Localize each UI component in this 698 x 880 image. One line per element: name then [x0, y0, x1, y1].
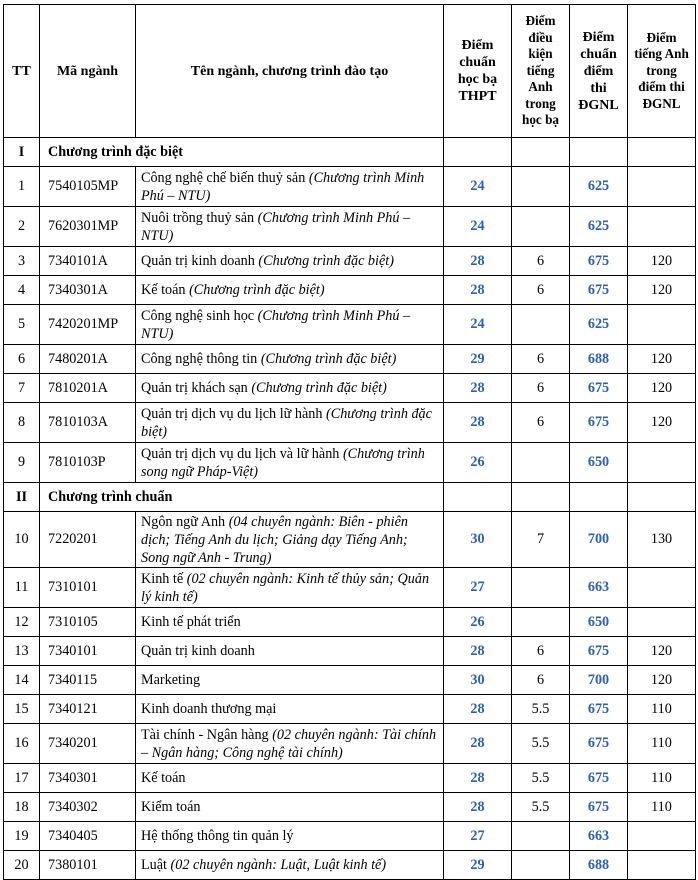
- empty-cell: [628, 483, 696, 512]
- program-note: (Chương trình đặc biệt): [141, 405, 432, 440]
- dgnl-score: 650: [570, 608, 628, 637]
- program-note: (Chương trình Minh Phú – NTU): [141, 307, 411, 342]
- program-name: Công nghệ thông tin: [141, 351, 261, 367]
- program-name-cell: [136, 207, 444, 247]
- thpt-score: 29: [444, 851, 512, 880]
- thpt-score: 28: [444, 247, 512, 276]
- program-name-cell: [136, 666, 444, 695]
- header-code: Mã ngành: [40, 5, 136, 138]
- section-row: [4, 138, 696, 167]
- row-number: 10: [4, 512, 40, 568]
- empty-cell: [512, 138, 570, 167]
- section-number: II: [4, 483, 40, 512]
- table-row: [4, 276, 696, 305]
- english-requirement: 5.5: [512, 793, 570, 822]
- table-row: [4, 764, 696, 793]
- major-code: 7340101: [40, 637, 136, 666]
- thpt-score: 28: [444, 276, 512, 305]
- row-number: 6: [4, 345, 40, 374]
- english-requirement: [512, 568, 570, 608]
- table-row: [4, 374, 696, 403]
- english-dgnl-score: 110: [628, 764, 696, 793]
- program-name: Quản trị dịch vụ du lịch và lữ hành: [141, 445, 343, 462]
- program-name-cell: [136, 403, 444, 443]
- header-dgnl: Điểm chuẩn điểm thi ĐGNL: [570, 5, 628, 138]
- major-code: 7340115: [40, 666, 136, 695]
- english-requirement: [512, 305, 570, 345]
- row-number: 8: [4, 403, 40, 443]
- program-name-cell: [136, 345, 444, 374]
- thpt-score: 28: [444, 724, 512, 764]
- program-name: Ngôn ngữ Anh: [141, 513, 229, 530]
- thpt-score: 27: [444, 822, 512, 851]
- major-code: 7340121: [40, 695, 136, 724]
- english-requirement: [512, 207, 570, 247]
- header-english-requirement: Điểm điều kiện tiếng Anh trong học bạ: [512, 5, 570, 138]
- empty-cell: [512, 483, 570, 512]
- major-code: 7810103A: [40, 403, 136, 443]
- table-row: [4, 666, 696, 695]
- dgnl-score: 663: [570, 822, 628, 851]
- table-row: [4, 247, 696, 276]
- program-name-cell: [136, 374, 444, 403]
- thpt-score: 27: [444, 568, 512, 608]
- thpt-score: 28: [444, 403, 512, 443]
- english-requirement: 6: [512, 666, 570, 695]
- english-requirement: 6: [512, 345, 570, 374]
- english-dgnl-score: [628, 207, 696, 247]
- empty-cell: [444, 138, 512, 167]
- table-row: [4, 167, 696, 207]
- major-code: 7220201: [40, 512, 136, 568]
- program-note: (02 chuyên ngành: Kinh tế thủy sản; Quản lý kinh tế): [141, 570, 430, 605]
- major-code: 7540105MP: [40, 167, 136, 207]
- thpt-score: 24: [444, 207, 512, 247]
- row-number: 3: [4, 247, 40, 276]
- row-number: 4: [4, 276, 40, 305]
- program-note: (04 chuyên ngành: Biên - phiên dịch; Tiếng Anh du lịch; Giảng dạy Tiếng Anh; Song ngữ Anh - Trung): [141, 513, 408, 566]
- english-requirement: 5.5: [512, 695, 570, 724]
- thpt-score: 26: [444, 608, 512, 637]
- english-requirement: [512, 167, 570, 207]
- thpt-score: 28: [444, 695, 512, 724]
- thpt-score: 30: [444, 512, 512, 568]
- major-code: 7340301A: [40, 276, 136, 305]
- empty-cell: [628, 138, 696, 167]
- program-name: Luật: [141, 857, 171, 873]
- program-name-cell: [136, 512, 444, 568]
- program-name: Kinh tế phát triển: [141, 614, 241, 630]
- english-requirement: 6: [512, 276, 570, 305]
- table-row: [4, 443, 696, 483]
- program-name: Hệ thống thông tin quản lý: [141, 828, 294, 844]
- program-name: Quản trị kinh doanh: [141, 643, 255, 659]
- dgnl-score: 675: [570, 276, 628, 305]
- english-dgnl-score: 110: [628, 793, 696, 822]
- header-english-dgnl: Điểm tiếng Anh trong điểm thi ĐGNL: [628, 5, 696, 138]
- major-code: 7340301: [40, 764, 136, 793]
- thpt-score: 26: [444, 443, 512, 483]
- program-name-cell: [136, 443, 444, 483]
- dgnl-score: 688: [570, 851, 628, 880]
- english-requirement: 6: [512, 247, 570, 276]
- dgnl-score: 700: [570, 512, 628, 568]
- program-name-cell: [136, 608, 444, 637]
- row-number: 19: [4, 822, 40, 851]
- empty-cell: [444, 483, 512, 512]
- dgnl-score: 675: [570, 695, 628, 724]
- english-dgnl-score: [628, 167, 696, 207]
- row-number: 5: [4, 305, 40, 345]
- english-requirement: 6: [512, 374, 570, 403]
- table-row: [4, 568, 696, 608]
- program-name: Kế toán: [141, 770, 186, 786]
- major-code: 7310105: [40, 608, 136, 637]
- english-dgnl-score: [628, 568, 696, 608]
- row-number: 7: [4, 374, 40, 403]
- english-requirement: 5.5: [512, 724, 570, 764]
- header-tt: TT: [4, 5, 40, 138]
- english-dgnl-score: 120: [628, 637, 696, 666]
- dgnl-score: 625: [570, 167, 628, 207]
- english-requirement: 6: [512, 403, 570, 443]
- program-name-cell: [136, 764, 444, 793]
- program-name: Kế toán: [141, 282, 190, 298]
- major-code: 7810103P: [40, 443, 136, 483]
- dgnl-score: 650: [570, 443, 628, 483]
- table-row: [4, 637, 696, 666]
- program-name-cell: [136, 851, 444, 880]
- program-name: Quản trị kinh doanh: [141, 253, 259, 269]
- major-code: 7810201A: [40, 374, 136, 403]
- english-dgnl-score: 120: [628, 374, 696, 403]
- major-code: 7480201A: [40, 345, 136, 374]
- program-name-cell: [136, 305, 444, 345]
- dgnl-score: 675: [570, 247, 628, 276]
- major-code: 7340201: [40, 724, 136, 764]
- program-name: Kinh tế: [141, 570, 187, 587]
- thpt-score: 28: [444, 764, 512, 793]
- english-requirement: [512, 851, 570, 880]
- program-note: (02 chuyên ngành: Tài chính – Ngân hàng; Công nghệ tài chính): [141, 726, 437, 761]
- major-code: 7380101: [40, 851, 136, 880]
- dgnl-score: 675: [570, 637, 628, 666]
- dgnl-score: 688: [570, 345, 628, 374]
- table-body: [4, 138, 696, 880]
- table-row: [4, 724, 696, 764]
- program-name-cell: [136, 822, 444, 851]
- program-name-cell: [136, 167, 444, 207]
- table-row: [4, 345, 696, 374]
- row-number: 16: [4, 724, 40, 764]
- table-row: [4, 695, 696, 724]
- row-number: 15: [4, 695, 40, 724]
- english-dgnl-score: [628, 608, 696, 637]
- row-number: 18: [4, 793, 40, 822]
- program-name: Tài chính - Ngân hàng: [141, 726, 273, 743]
- dgnl-score: 675: [570, 724, 628, 764]
- program-name-cell: [136, 793, 444, 822]
- row-number: 9: [4, 443, 40, 483]
- program-note: (02 chuyên ngành: Luật, Luật kinh tế): [170, 857, 387, 873]
- english-requirement: [512, 822, 570, 851]
- program-note: (Chương trình đặc biệt): [258, 253, 394, 269]
- header-row: [4, 5, 696, 138]
- english-requirement: [512, 443, 570, 483]
- thpt-score: 30: [444, 666, 512, 695]
- english-dgnl-score: 120: [628, 666, 696, 695]
- english-requirement: 6: [512, 637, 570, 666]
- major-code: 7620301MP: [40, 207, 136, 247]
- english-dgnl-score: 110: [628, 695, 696, 724]
- program-name: Nuôi trồng thuỷ sản: [141, 209, 258, 226]
- english-dgnl-score: [628, 443, 696, 483]
- table-row: [4, 851, 696, 880]
- program-name: Marketing: [141, 672, 201, 688]
- english-dgnl-score: [628, 305, 696, 345]
- program-name-cell: [136, 568, 444, 608]
- thpt-score: 29: [444, 345, 512, 374]
- major-code: 7340302: [40, 793, 136, 822]
- dgnl-score: 625: [570, 207, 628, 247]
- section-title: Chương trình chuẩn: [40, 483, 444, 512]
- program-name: Kiểm toán: [141, 799, 201, 815]
- english-dgnl-score: 120: [628, 403, 696, 443]
- header-thpt: Điểm chuẩn học bạ THPT: [444, 5, 512, 138]
- row-number: 11: [4, 568, 40, 608]
- dgnl-score: 675: [570, 793, 628, 822]
- dgnl-score: 675: [570, 374, 628, 403]
- table-row: [4, 207, 696, 247]
- table-row: [4, 793, 696, 822]
- row-number: 13: [4, 637, 40, 666]
- program-note: (Chương trình song ngữ Pháp-Việt): [141, 445, 425, 480]
- english-dgnl-score: [628, 822, 696, 851]
- dgnl-score: 663: [570, 568, 628, 608]
- english-dgnl-score: 110: [628, 724, 696, 764]
- row-number: 17: [4, 764, 40, 793]
- thpt-score: 28: [444, 637, 512, 666]
- major-code: 7340405: [40, 822, 136, 851]
- program-name-cell: [136, 637, 444, 666]
- program-note: (Chương trình đặc biệt): [260, 351, 397, 367]
- program-name: Quản trị khách sạn: [141, 380, 252, 396]
- program-name-cell: [136, 276, 444, 305]
- row-number: 1: [4, 167, 40, 207]
- table-row: [4, 403, 696, 443]
- row-number: 20: [4, 851, 40, 880]
- major-code: 7340101A: [40, 247, 136, 276]
- dgnl-score: 675: [570, 764, 628, 793]
- english-dgnl-score: 130: [628, 512, 696, 568]
- program-name: Công nghệ sinh học: [141, 307, 258, 324]
- program-note: (Chương trình đặc biệt): [189, 282, 325, 298]
- section-number: I: [4, 138, 40, 167]
- english-dgnl-score: 120: [628, 345, 696, 374]
- program-name: Quản trị dịch vụ du lịch lữ hành: [141, 405, 326, 422]
- english-dgnl-score: 120: [628, 247, 696, 276]
- dgnl-score: 625: [570, 305, 628, 345]
- thpt-score: 28: [444, 793, 512, 822]
- program-name: Kinh doanh thương mại: [141, 701, 277, 717]
- english-requirement: 5.5: [512, 764, 570, 793]
- thpt-score: 24: [444, 167, 512, 207]
- table-row: [4, 822, 696, 851]
- english-dgnl-score: 120: [628, 276, 696, 305]
- section-row: [4, 483, 696, 512]
- english-requirement: [512, 608, 570, 637]
- program-name-cell: [136, 695, 444, 724]
- dgnl-score: 675: [570, 403, 628, 443]
- program-note: (Chương trình Minh Phú – NTU): [141, 209, 411, 244]
- thpt-score: 24: [444, 305, 512, 345]
- row-number: 12: [4, 608, 40, 637]
- header-name: Tên ngành, chương trình đào tạo: [136, 5, 444, 138]
- program-note: (Chương trình Minh Phú – NTU): [141, 169, 425, 204]
- english-dgnl-score: [628, 851, 696, 880]
- program-name-cell: [136, 724, 444, 764]
- table-row: [4, 305, 696, 345]
- section-title: Chương trình đặc biệt: [40, 138, 444, 167]
- english-requirement: 7: [512, 512, 570, 568]
- table-row: [4, 608, 696, 637]
- dgnl-score: 700: [570, 666, 628, 695]
- program-name-cell: [136, 247, 444, 276]
- table-row: [4, 512, 696, 568]
- major-code: 7420201MP: [40, 305, 136, 345]
- row-number: 14: [4, 666, 40, 695]
- program-name: Công nghệ chế biến thuỷ sản: [141, 169, 309, 186]
- major-code: 7310101: [40, 568, 136, 608]
- empty-cell: [570, 138, 628, 167]
- admission-scores-table: [3, 4, 696, 880]
- empty-cell: [570, 483, 628, 512]
- row-number: 2: [4, 207, 40, 247]
- thpt-score: 28: [444, 374, 512, 403]
- program-note: (Chương trình đặc biệt): [251, 380, 387, 396]
